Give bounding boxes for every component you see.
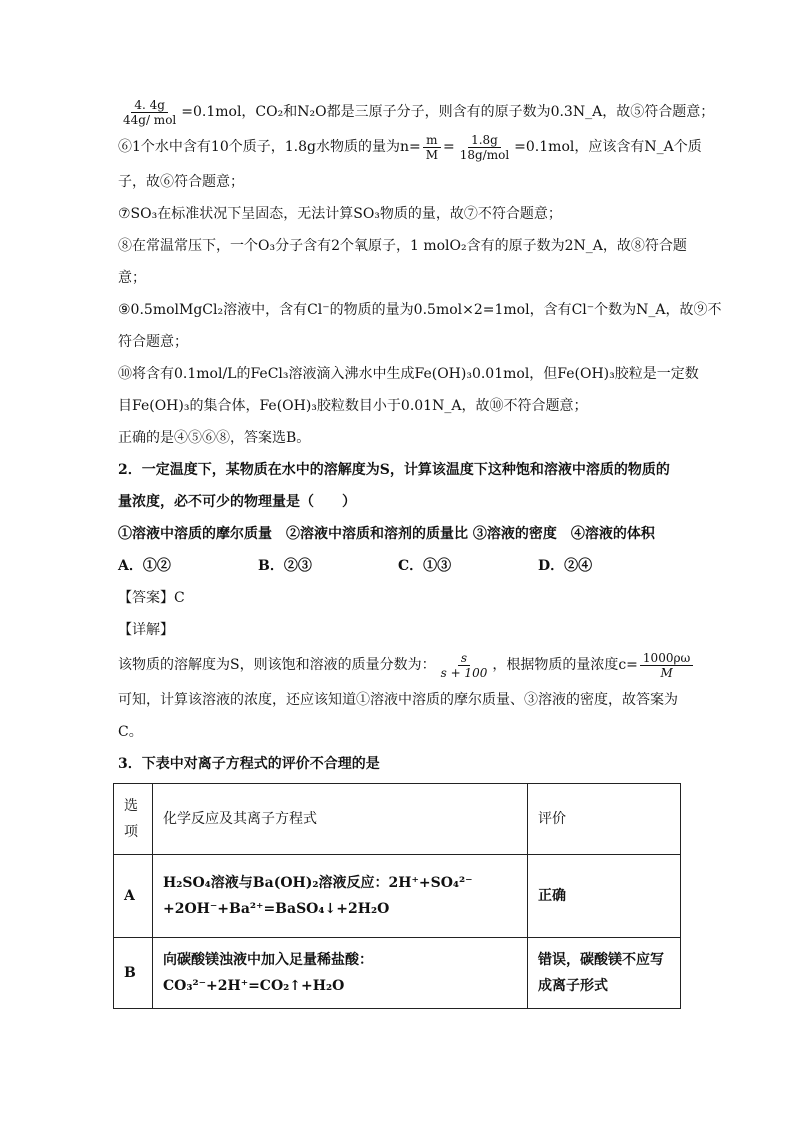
- text-segment: =: [443, 139, 455, 155]
- text-segment: 该物质的溶解度为S，则该饱和溶液的质量分数为：: [118, 657, 436, 673]
- option-b: B．②③: [258, 558, 312, 574]
- table-cell: [153, 855, 528, 938]
- question-3-title: 3．下表中对离子方程式的评价不合理的是: [118, 756, 380, 772]
- table-header-cell: 化学反应及其离子方程式: [153, 784, 528, 855]
- question-2-options: [118, 550, 690, 582]
- fraction-denominator: 18g/mol: [459, 147, 510, 162]
- text-line: ⑧在常温常压下，一个O₃分子含有2个氧原子，1 molO₂含有的原子数为2N_A，故⑧符合题: [118, 238, 687, 254]
- text-line: 可知，计算该溶液的浓度，还应该知道①溶液中溶质的摩尔质量、③溶液的密度，故答案为: [118, 692, 678, 708]
- fraction: [640, 651, 693, 680]
- question-2-title: 2．一定温度下，某物质在水中的溶解度为S，计算该温度下这种饱和溶液中溶质的物质的: [118, 462, 670, 478]
- text-line: [118, 96, 715, 128]
- text-line: [118, 646, 690, 684]
- fraction-denominator: s + 100: [440, 665, 488, 680]
- evaluation-table: [113, 783, 681, 1009]
- text-line: 正确的是④⑤⑥⑧，答案选B。: [118, 430, 311, 446]
- table-cell: A: [114, 855, 153, 938]
- option-a: A．①②: [118, 558, 171, 574]
- fraction: [423, 133, 441, 162]
- table-cell: 向碳酸镁浊液中加入足量稀盐酸：CO₃²⁻+2H⁺=CO₂↑+H₂O: [153, 938, 528, 1009]
- question-2-title-cont: 量浓度，必不可少的物理量是（ ）: [118, 494, 356, 510]
- text-segment: =0.1mol，应该含有N_A个质: [514, 139, 702, 155]
- option-c: C．①③: [398, 558, 452, 574]
- text-line: 意；: [118, 270, 146, 286]
- text-segment: =0.1mol，CO₂和N₂O都是三原子分子，则含有的原子数为0.3N_A，故⑤符合题意；: [181, 104, 715, 120]
- text-line: [118, 128, 702, 166]
- document-body: [118, 96, 722, 780]
- fraction-denominator: M: [425, 147, 438, 162]
- table-header-cell: 评价: [528, 784, 681, 855]
- table-row: [114, 855, 681, 938]
- fraction-denominator: 44g/ mol: [123, 112, 177, 127]
- fraction-numerator: s: [458, 651, 470, 666]
- text-segment: ，根据物质的量浓度c=: [492, 657, 638, 673]
- table-header-cell: 选项: [114, 784, 153, 855]
- text-line: 子，故⑥符合题意；: [118, 174, 244, 190]
- fraction: [120, 98, 179, 127]
- text-line: 目Fe(OH)₃的集合体，Fe(OH)₃胶粒数目小于0.01N_A，故⑩不符合题意；: [118, 398, 588, 414]
- text-line: 符合题意；: [118, 334, 188, 350]
- table-row: [114, 938, 681, 1009]
- fraction-numerator: 1000ρω: [640, 651, 693, 666]
- fraction-numerator: 4. 4g: [131, 98, 168, 113]
- option-d: D．②④: [538, 558, 593, 574]
- table-header-row: [114, 784, 681, 855]
- equation-line: H₂SO₄溶液与Ba(OH)₂溶液反应：2H⁺+SO₄²⁻: [163, 875, 473, 891]
- equation-line: +2OH⁻+Ba²⁺=BaSO₄↓+2H₂O: [163, 901, 390, 917]
- fraction-numerator: 1.8g: [468, 133, 501, 148]
- fraction-numerator: m: [423, 133, 440, 148]
- fraction: [457, 133, 512, 162]
- text-line: ⑩将含有0.1mol/L的FeCl₃溶液滴入沸水中生成Fe(OH)₃0.01mol，但Fe(OH)₃胶粒是一定数: [118, 366, 699, 382]
- text-line: C。: [118, 724, 143, 740]
- table-cell: B: [114, 938, 153, 1009]
- fraction: [438, 651, 491, 680]
- table-cell: 错误，碳酸镁不应写成离子形式: [528, 938, 681, 1009]
- text-line: ⑦SO₃在标准状况下呈固态，无法计算SO₃物质的量，故⑦不符合题意；: [118, 206, 562, 222]
- question-2-items: ①溶液中溶质的摩尔质量 ②溶液中溶质和溶剂的质量比 ③溶液的密度 ④溶液的体积: [118, 526, 655, 542]
- table-cell: 正确: [528, 855, 681, 938]
- text-line: ⑨0.5molMgCl₂溶液中，含有Cl⁻的物质的量为0.5mol×2=1mol，含有Cl⁻个数为N_A，故⑨不: [118, 302, 722, 318]
- detail-label: 【详解】: [118, 622, 174, 638]
- fraction-denominator: M: [660, 665, 673, 680]
- text-segment: ⑥1个水中含有10个质子，1.8g水物质的量为n=: [118, 139, 421, 155]
- answer-label: 【答案】C: [118, 590, 185, 606]
